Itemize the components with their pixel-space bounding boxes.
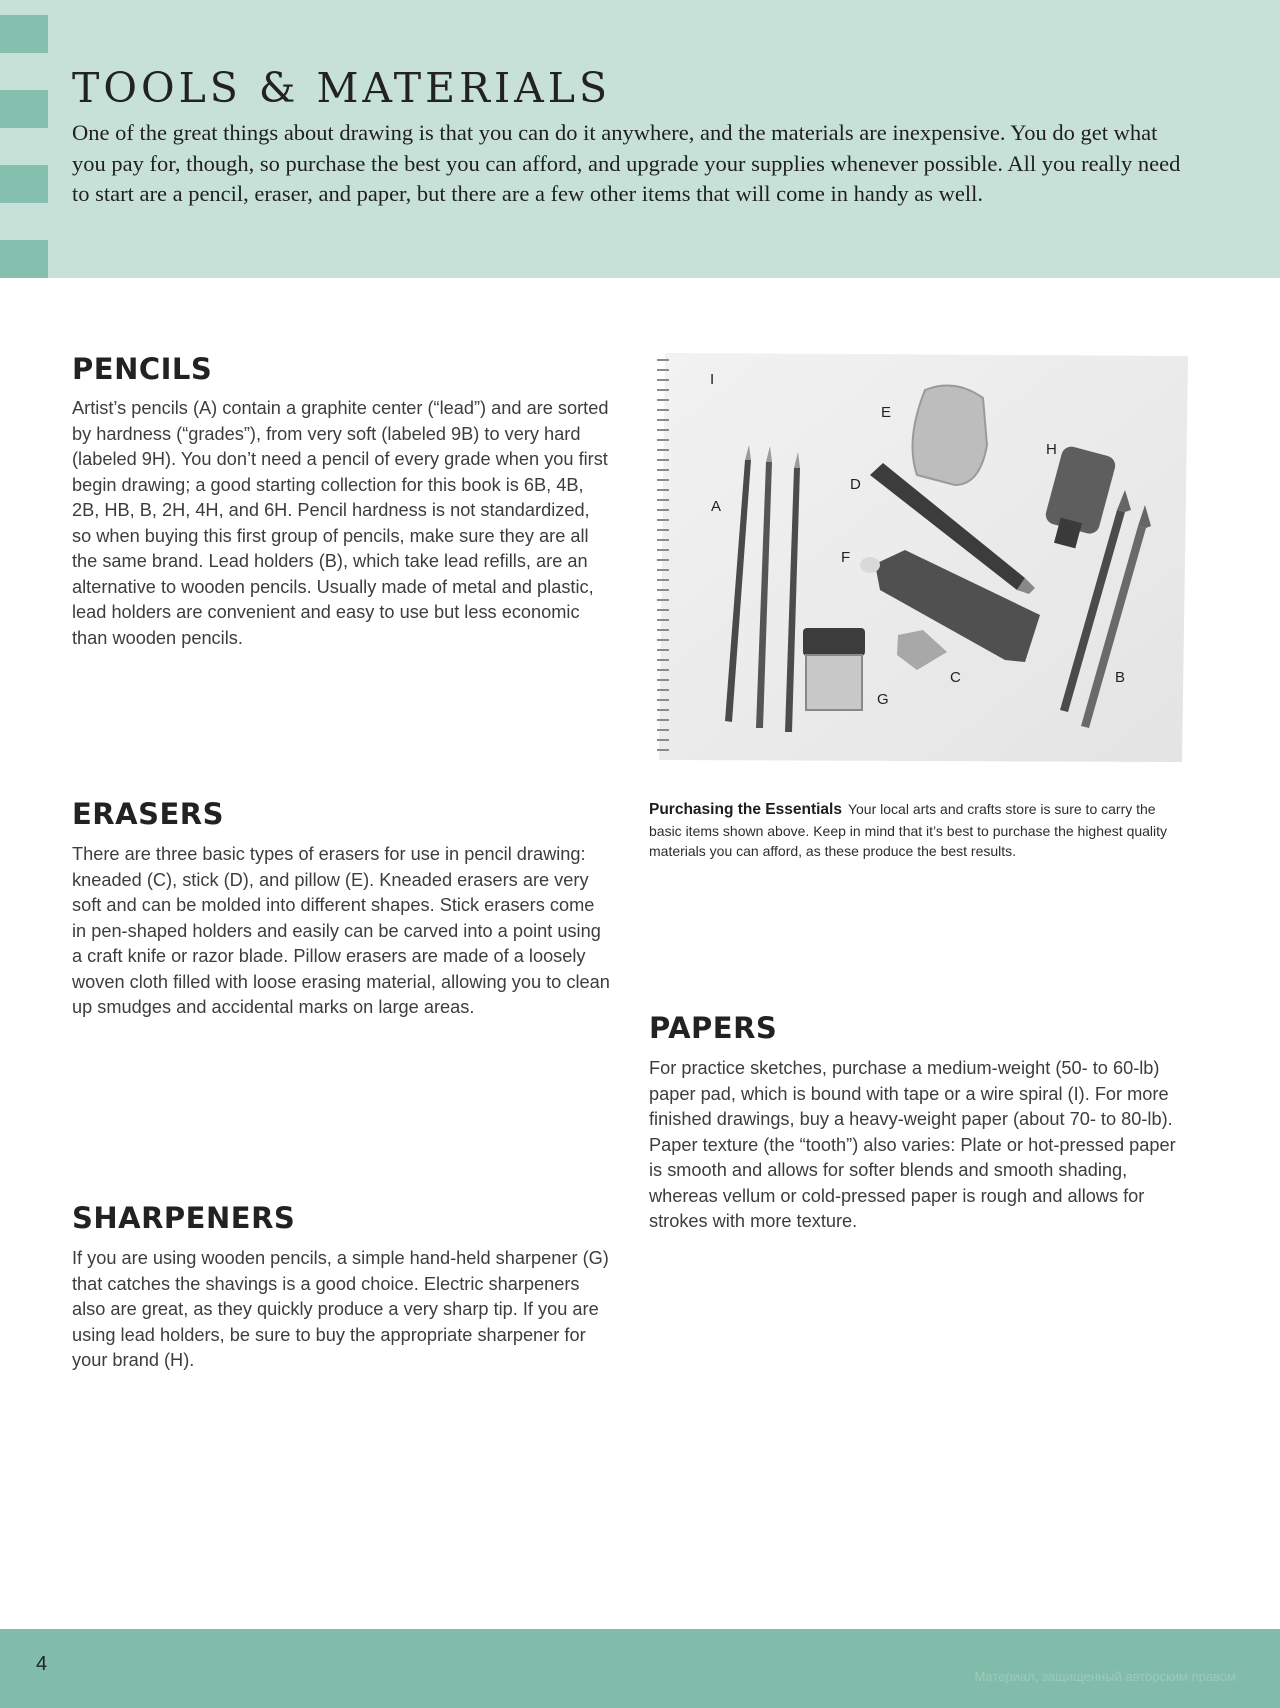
caption-text: Your local arts and crafts store is sure to carry the basic items shown above. Keep in mind that it’s best to purchase the highest quality materials you can afford, as these produce the best results. (649, 801, 1168, 859)
pillow-eraser (913, 386, 988, 486)
label-d: D (850, 476, 861, 493)
pencils-heading: PENCILS (72, 352, 213, 386)
erasers-heading: ERASERS (72, 797, 224, 831)
label-i: I (710, 371, 715, 388)
page-number: 4 (36, 1653, 48, 1675)
label-g: G (877, 691, 889, 708)
hand-sharpener (803, 628, 865, 710)
caption-title: Purchasing the Essentials (649, 801, 842, 818)
decorative-tab (0, 240, 48, 278)
header-band (0, 0, 1280, 278)
decorative-tab (0, 90, 48, 128)
label-e: E (881, 404, 892, 421)
label-a: A (711, 498, 722, 515)
decorative-tab (0, 165, 48, 203)
label-f: F (841, 549, 851, 566)
label-b: B (1115, 669, 1126, 686)
sharpeners-heading: SHARPENERS (72, 1201, 296, 1235)
papers-heading: PAPERS (649, 1011, 778, 1045)
copyright-watermark: Материал, защищенный авторским правом (974, 1669, 1236, 1684)
page-title: TOOLS & MATERIALS (72, 64, 612, 112)
intro-paragraph: One of the great things about drawing is that you can do it anywhere, and the materials are inexpensive. You do get what you pay for, though, so purchase the best you can afford, and upgrade your supplies whenever possible. All you really need to start are a pencil, eraser, and paper, but there are a few other items that will come in handy as well. (72, 120, 1181, 206)
decorative-tab (0, 15, 48, 53)
papers-body: For practice sketches, purchase a medium-weight (50- to 60-lb) paper pad, which is bound with tape or a wire spiral (I). For more finished drawings, buy a heavy-weight paper (about 70- to 80-lb). Paper texture (the “tooth”) also varies: Plate or hot-pressed paper is smooth and allows for softer blends and smooth shading, whereas vellum or cold-pressed paper is rough and allows for strokes with more texture. (649, 1058, 1176, 1231)
pencils-body: Artist’s pencils (A) contain a graphite center (“lead”) and are sorted by hardness (“grades”), from very soft (labeled 9B) to very hard (labeled 9H). You don’t need a pencil of every grade when you first begin drawing; a good starting collection for this book is 6B, 4B, 2B, HB, B, 2H, 4H, and 6H. Pencil hardness is not standardized, so when buying this first group of pencils, make sure they are all the same brand. Lead holders (B), which take lead refills, are an alternative to wooden pencils. Usually made of metal and plastic, lead holders are convenient and easy to use but less economic than wooden pencils. (72, 398, 609, 648)
sharpeners-body: If you are using wooden pencils, a simple hand-held sharpener (G) that catches the shavings is a good choice. Electric sharpeners also are great, as they quickly produce a very sharp tip. If you are using lead holders, be sure to buy the appropriate sharpener for your brand (H). (72, 1248, 609, 1370)
erasers-body: There are three basic types of erasers for use in pencil drawing: kneaded (C), stick (D), and pillow (E). Kneaded erasers are very soft and can be molded into different shapes. Stick erasers come in pen-shaped holders and easily can be carved into a point using a craft knife or razor blade. Pillow erasers are made of a loosely woven cloth filled with loose erasing material, allowing you to clean up smudges and accidental marks on large areas. (72, 844, 610, 1017)
tools-photo (655, 350, 1190, 765)
photo-caption (649, 799, 1184, 862)
label-c: C (950, 669, 961, 686)
label-h: H (1046, 441, 1057, 458)
